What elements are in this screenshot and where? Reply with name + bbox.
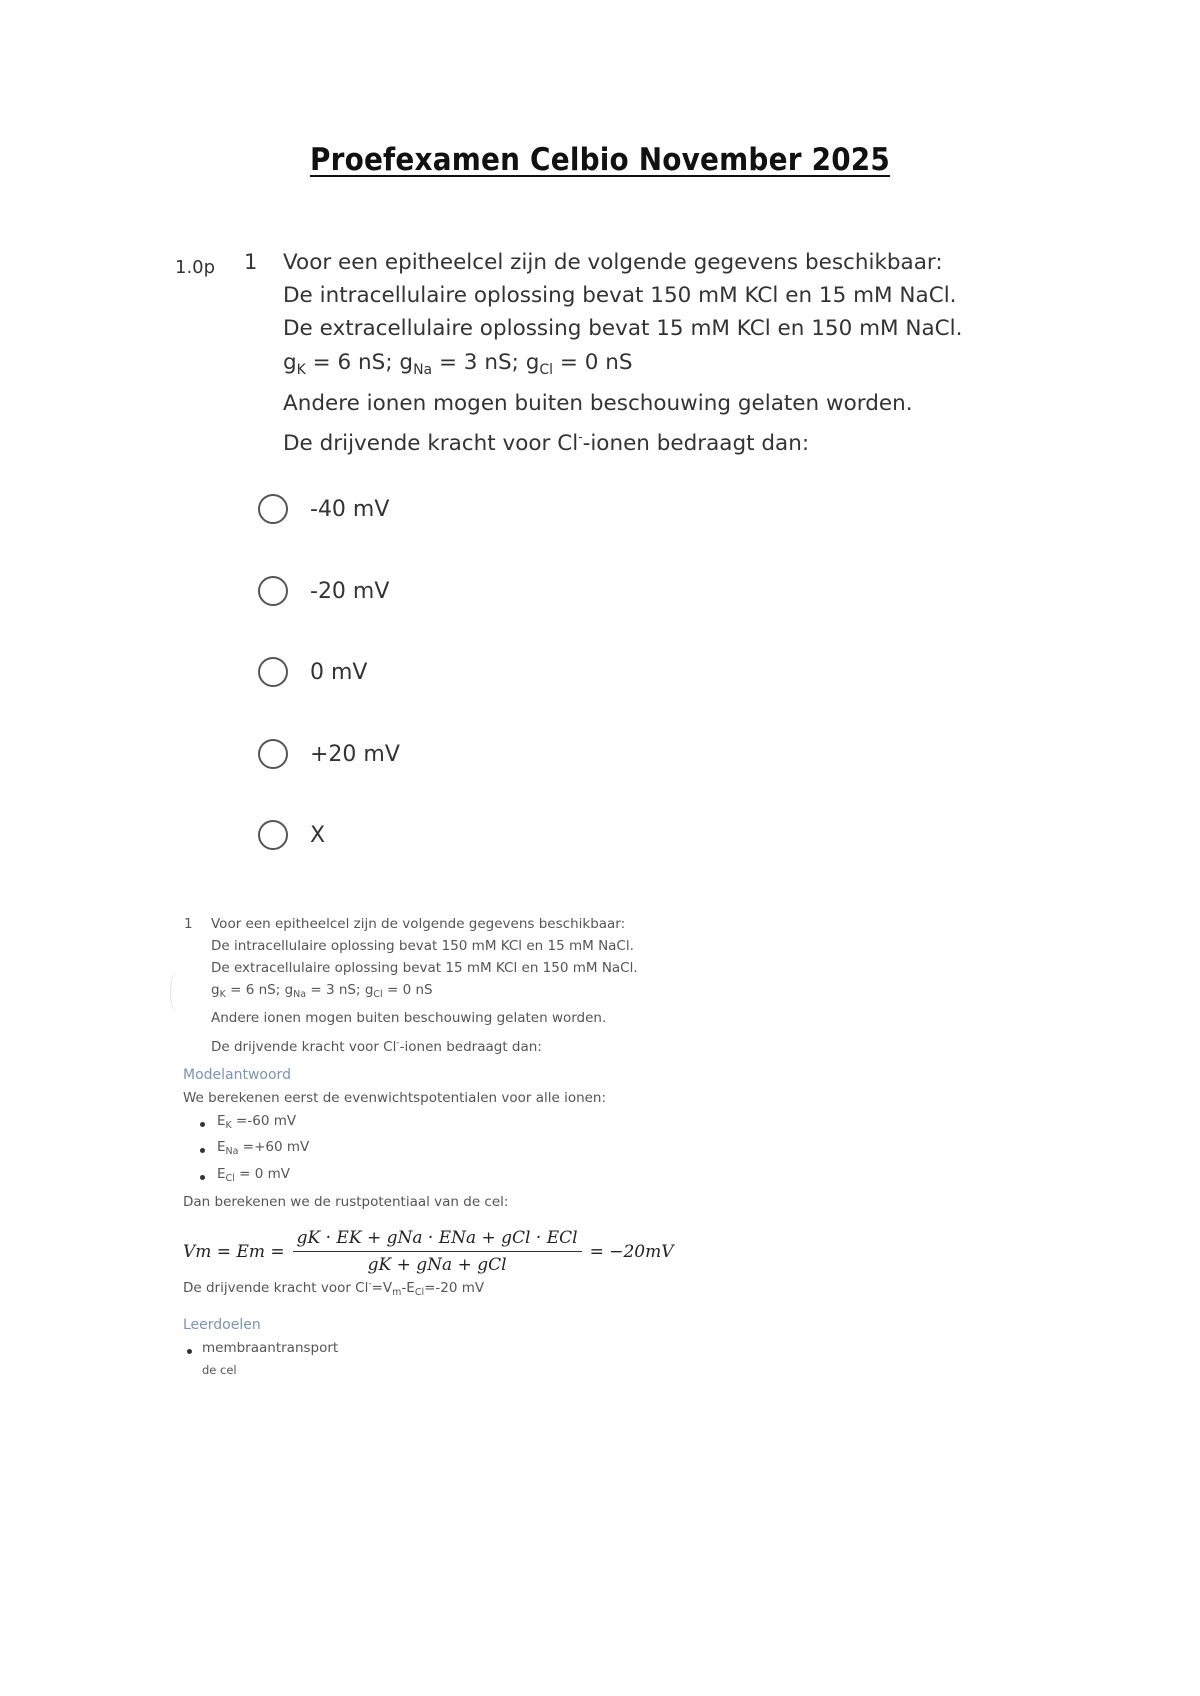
- solution-prompt: [211, 1039, 542, 1055]
- radio-button[interactable]: [258, 657, 288, 687]
- e-value: =-60 mV: [231, 1113, 297, 1129]
- prompt-text-post: -ionen bedraagt dan:: [582, 431, 810, 456]
- answer-option-1[interactable]: [258, 490, 389, 528]
- e-symbol: E: [217, 1113, 226, 1129]
- e-value: =+60 mV: [238, 1139, 310, 1155]
- formula-fraction: [293, 1228, 582, 1275]
- learning-goals-heading: Leerdoelen: [183, 1317, 261, 1333]
- gna-value: = 3 nS;: [306, 982, 365, 998]
- gna-subscript: Na: [413, 362, 433, 378]
- prompt-text-pre: De drijvende kracht voor Cl: [283, 431, 579, 456]
- option-label: -20 mV: [310, 578, 390, 604]
- conclusion-sub-m: m: [392, 1287, 402, 1298]
- document-title: Proefexamen Celbio November 2025: [309, 142, 891, 178]
- model-answer-intro: We berekenen eerst de evenwichtspotentialen voor alle ionen:: [183, 1090, 607, 1106]
- bullet-icon: [200, 1122, 205, 1127]
- resting-potential-intro: Dan berekenen we de rustpotentiaal van de cel:: [183, 1194, 509, 1210]
- solution-line-2: De intracellulaire oplossing bevat 150 mM KCl en 15 mM NaCl.: [211, 938, 634, 954]
- question-points: 1.0p: [175, 257, 216, 278]
- conclusion-pre: De drijvende kracht voor Cl: [183, 1280, 369, 1296]
- decorative-edge: [170, 970, 185, 1014]
- gna-subscript: Na: [293, 989, 307, 1000]
- gcl-value: = 0 nS: [553, 350, 633, 375]
- formula-rhs: = −20mV: [589, 1241, 674, 1262]
- prompt-superscript: -: [578, 430, 583, 444]
- answer-option-3[interactable]: [258, 653, 367, 691]
- e-symbol: E: [217, 1139, 226, 1155]
- conclusion-superscript: -: [368, 1279, 372, 1289]
- answer-option-5[interactable]: [258, 816, 325, 854]
- question-line-1: Voor een epitheelcel zijn de volgende gegevens beschikbaar:: [283, 250, 943, 275]
- answer-option-2[interactable]: [258, 572, 389, 610]
- gk-symbol: g: [283, 350, 297, 375]
- radio-button[interactable]: [258, 739, 288, 769]
- radio-button[interactable]: [258, 494, 288, 524]
- option-label: 0 mV: [310, 659, 368, 685]
- question-line-5: Andere ionen mogen buiten beschouwing gelaten worden.: [283, 391, 913, 416]
- equilibrium-cl: [217, 1166, 290, 1182]
- gk-symbol: g: [211, 982, 220, 998]
- gna-value: = 3 nS;: [432, 350, 526, 375]
- question-number: 1: [244, 250, 258, 274]
- resting-potential-formula: [183, 1228, 674, 1275]
- e-symbol: E: [217, 1166, 226, 1182]
- gna-symbol: g: [399, 350, 414, 375]
- solution-conductances: [211, 982, 433, 998]
- formula-lhs: Vm = Em =: [183, 1241, 285, 1262]
- bullet-icon: [200, 1148, 205, 1153]
- model-answer-heading: Modelantwoord: [183, 1067, 291, 1083]
- solution-number: 1: [184, 916, 193, 932]
- gna-symbol: g: [284, 982, 294, 998]
- option-label: +20 mV: [310, 741, 400, 767]
- radio-button[interactable]: [258, 576, 288, 606]
- conclusion-post: =-20 mV: [424, 1280, 485, 1296]
- solution-line-5: Andere ionen mogen buiten beschouwing gelaten worden.: [211, 1010, 607, 1026]
- gcl-value: = 0 nS: [382, 982, 433, 998]
- equilibrium-na: [217, 1139, 309, 1155]
- driving-force-conclusion: [183, 1280, 484, 1296]
- option-label: -40 mV: [310, 496, 390, 522]
- conclusion-sub-cl: Cl: [414, 1287, 425, 1298]
- gk-subscript: K: [219, 989, 226, 1000]
- gk-value: = 6 nS;: [225, 982, 285, 998]
- e-value: = 0 mV: [234, 1166, 290, 1182]
- learning-goal-sub: de cel: [202, 1363, 237, 1377]
- equilibrium-k: [217, 1113, 296, 1129]
- question-conductances: [283, 350, 633, 378]
- solution-line-3: De extracellulaire oplossing bevat 15 mM KCl en 150 mM NaCl.: [211, 960, 638, 976]
- formula-numerator: gK · EK + gNa · ENa + gCl · ECl: [293, 1228, 582, 1252]
- question-prompt: [283, 431, 809, 456]
- gcl-symbol: g: [364, 982, 374, 998]
- learning-goal: membraantransport: [202, 1340, 339, 1356]
- gcl-subscript: Cl: [539, 362, 554, 378]
- gk-subscript: K: [296, 362, 306, 378]
- answer-option-4[interactable]: [258, 735, 400, 773]
- question-line-2: De intracellulaire oplossing bevat 150 mM KCl en 15 mM NaCl.: [283, 283, 957, 308]
- gcl-symbol: g: [525, 350, 540, 375]
- formula-denominator: gK + gNa + gCl: [367, 1255, 507, 1275]
- prompt-superscript: -: [396, 1038, 400, 1048]
- question-line-3: De extracellulaire oplossing bevat 15 mM KCl en 150 mM NaCl.: [283, 316, 963, 341]
- gk-value: = 6 nS;: [305, 350, 400, 375]
- e-subscript: Na: [225, 1146, 239, 1157]
- option-label: X: [310, 822, 326, 848]
- gcl-subscript: Cl: [373, 989, 383, 1000]
- prompt-text-pre: De drijvende kracht voor Cl: [211, 1039, 397, 1055]
- prompt-text-post: -ionen bedraagt dan:: [399, 1039, 542, 1055]
- e-subscript: K: [225, 1120, 232, 1131]
- radio-button[interactable]: [258, 820, 288, 850]
- conclusion-mid: =V: [371, 1280, 393, 1296]
- solution-line-1: Voor een epitheelcel zijn de volgende gegevens beschikbaar:: [211, 916, 626, 932]
- e-subscript: Cl: [225, 1173, 235, 1184]
- conclusion-dash: -E: [401, 1280, 415, 1296]
- bullet-icon: [187, 1349, 192, 1354]
- bullet-icon: [200, 1175, 205, 1180]
